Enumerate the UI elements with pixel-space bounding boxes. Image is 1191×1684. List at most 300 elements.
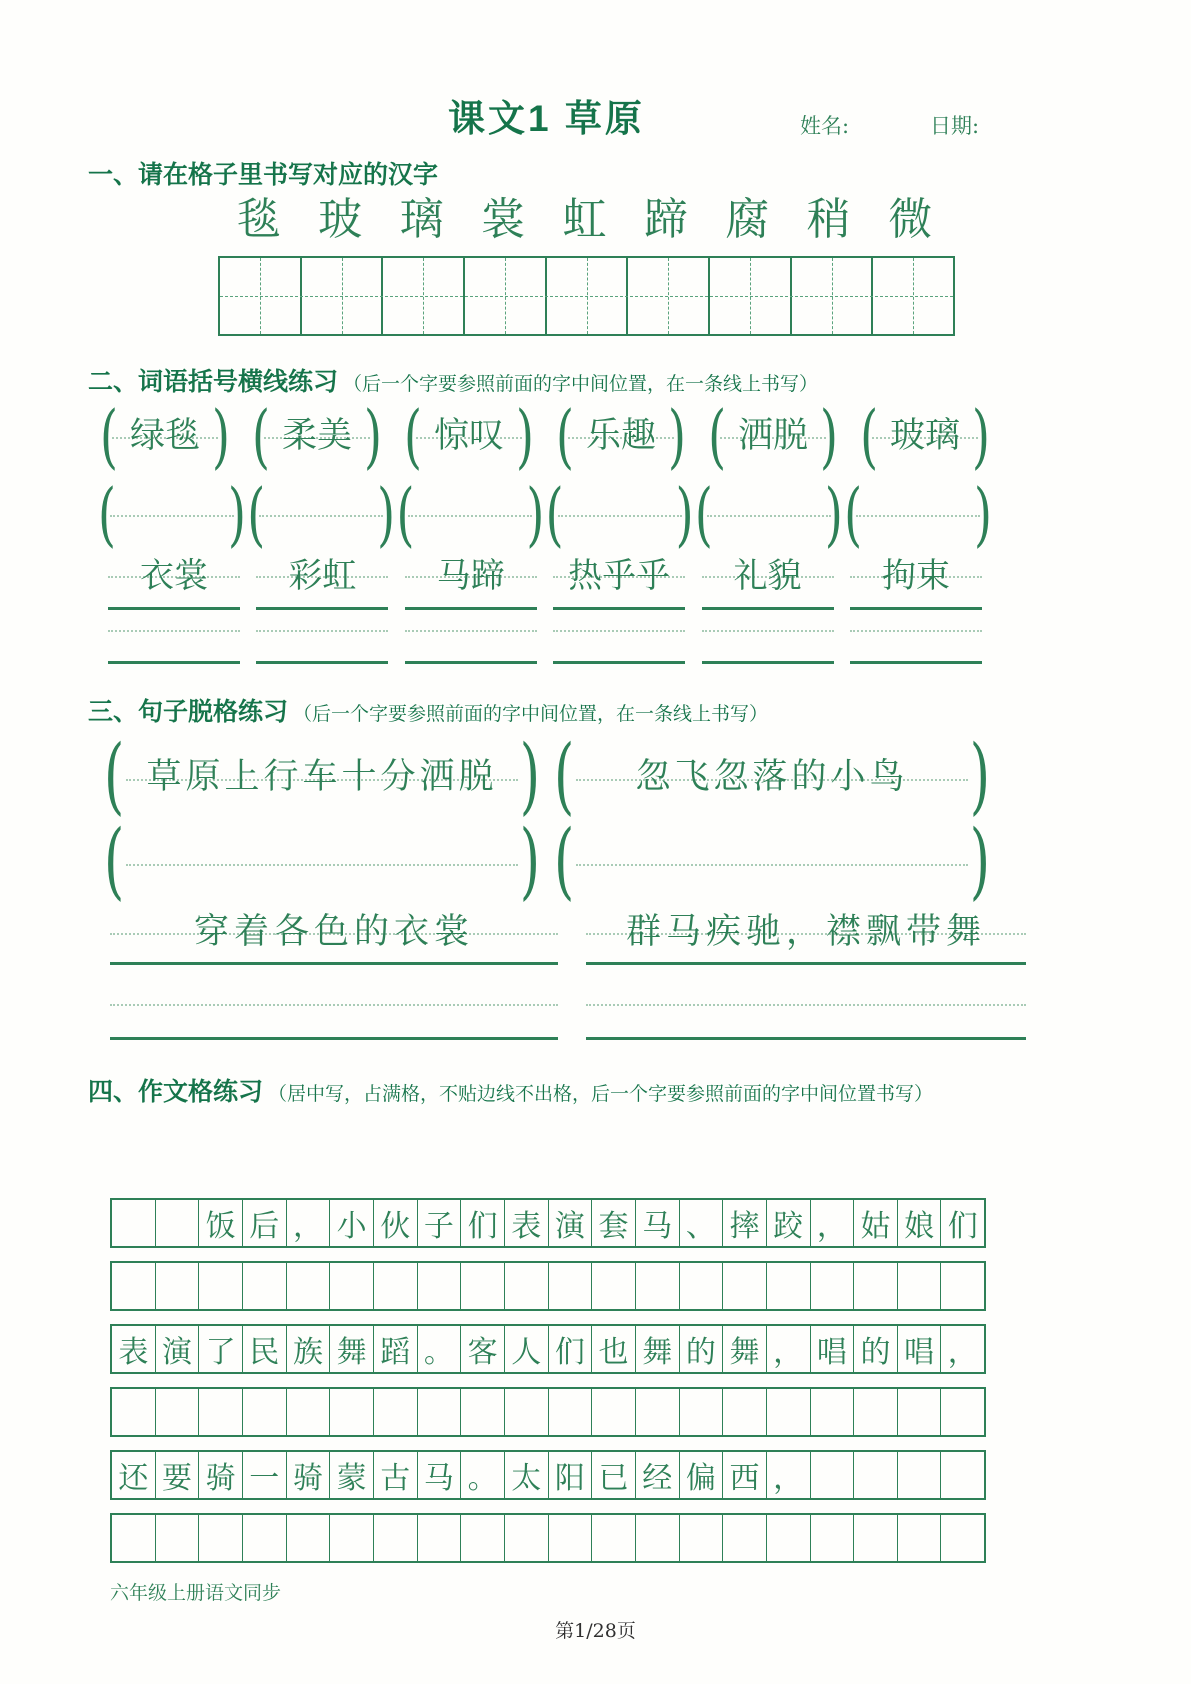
line-word: 衣裳 — [140, 556, 208, 596]
open-paren-icon: ( — [404, 395, 422, 477]
composition-cell[interactable] — [155, 1200, 199, 1246]
open-paren-icon: ( — [104, 814, 125, 910]
composition-cell[interactable] — [548, 1389, 592, 1435]
composition-character: ， — [292, 1209, 323, 1244]
composition-row — [110, 1198, 986, 1248]
word-practice-line[interactable] — [553, 630, 685, 664]
composition-cell[interactable] — [373, 1200, 417, 1246]
composition-cell[interactable] — [810, 1452, 854, 1498]
composition-cell[interactable] — [329, 1326, 373, 1372]
composition-cell[interactable] — [679, 1263, 723, 1309]
composition-cell[interactable] — [155, 1452, 199, 1498]
composition-character: 古 — [380, 1461, 411, 1496]
composition-cell[interactable] — [766, 1326, 810, 1372]
composition-cell[interactable] — [286, 1515, 330, 1561]
section4-heading-text: 四、作文格练习 — [88, 1078, 264, 1106]
composition-character: 蹈 — [380, 1335, 411, 1370]
composition-cell[interactable] — [635, 1200, 679, 1246]
model-character: 璃 — [399, 194, 444, 245]
composition-cell[interactable] — [198, 1200, 242, 1246]
sentence-line-item — [110, 905, 558, 965]
composition-cell[interactable] — [853, 1263, 897, 1309]
close-paren-icon: ) — [515, 395, 534, 477]
sentence-paren-group-content: 草原上行车十分洒脱 — [124, 739, 519, 815]
word-paren-group — [404, 395, 534, 477]
close-paren-icon: ) — [519, 729, 540, 825]
composition-character: 伙 — [380, 1209, 411, 1244]
sentence-paren-group-content: 忽飞忽落的小鸟 — [574, 739, 969, 815]
composition-character: 小 — [336, 1209, 367, 1244]
composition-character: 要 — [161, 1461, 192, 1496]
composition-cell[interactable] — [373, 1515, 417, 1561]
composition-character: 已 — [598, 1461, 629, 1496]
composition-cell[interactable] — [810, 1326, 854, 1372]
composition-cell[interactable] — [417, 1452, 461, 1498]
composition-character: 骑 — [292, 1461, 323, 1496]
close-paren-icon: ) — [211, 395, 230, 477]
composition-cell[interactable] — [897, 1326, 941, 1372]
close-paren-icon: ) — [974, 473, 992, 555]
composition-character: ， — [947, 1335, 978, 1370]
section1-heading-text: 一、请在格子里书写对应的汉字 — [88, 161, 439, 189]
section2-heading-note: （后一个字要参照前面的字中间位置，在一条线上书写） — [343, 373, 819, 395]
composition-cell[interactable] — [679, 1389, 723, 1435]
composition-cell[interactable] — [548, 1515, 592, 1561]
composition-cell[interactable] — [940, 1515, 984, 1561]
composition-cell[interactable] — [198, 1452, 242, 1498]
word-paren-group — [860, 395, 990, 477]
composition-cell[interactable] — [548, 1200, 592, 1246]
composition-cell[interactable] — [504, 1263, 548, 1309]
composition-cell[interactable] — [198, 1326, 242, 1372]
composition-character: 、 — [685, 1209, 716, 1244]
composition-character: 们 — [467, 1209, 498, 1244]
composition-character: 娘 — [904, 1209, 935, 1244]
composition-character: 骑 — [205, 1461, 236, 1496]
composition-cell[interactable] — [548, 1452, 592, 1498]
composition-cell[interactable] — [329, 1452, 373, 1498]
word-paren-group-content: 玻璃 — [878, 401, 972, 471]
composition-cell[interactable] — [417, 1200, 461, 1246]
composition-character: 马 — [642, 1209, 673, 1244]
composition-character: 饭 — [205, 1209, 236, 1244]
composition-cell[interactable] — [242, 1515, 286, 1561]
composition-cell[interactable] — [853, 1515, 897, 1561]
model-character: 稍 — [806, 194, 851, 245]
composition-character: 马 — [423, 1461, 454, 1496]
composition-cell[interactable] — [112, 1326, 155, 1372]
composition-cell[interactable] — [417, 1326, 461, 1372]
composition-cell[interactable] — [504, 1515, 548, 1561]
composition-cell[interactable] — [722, 1263, 766, 1309]
composition-character: 们 — [554, 1335, 585, 1370]
composition-cell[interactable] — [591, 1263, 635, 1309]
composition-cell[interactable] — [591, 1200, 635, 1246]
empty-word-paren-group-content[interactable] — [862, 479, 974, 549]
composition-cell[interactable] — [329, 1200, 373, 1246]
word-paren-group — [100, 395, 230, 477]
close-paren-icon: ) — [526, 473, 545, 555]
word-practice-line[interactable] — [256, 630, 388, 664]
close-paren-icon: ) — [377, 473, 396, 555]
composition-character: 人 — [511, 1335, 542, 1370]
composition-cell[interactable] — [329, 1515, 373, 1561]
close-paren-icon: ) — [969, 729, 990, 825]
composition-cell[interactable] — [460, 1452, 504, 1498]
line-sentence: 穿着各色的衣裳 — [193, 912, 474, 952]
date-label: 日期: — [930, 114, 980, 138]
composition-cell[interactable] — [548, 1326, 592, 1372]
empty-word-paren-group — [545, 473, 694, 555]
sentence-practice-line[interactable] — [110, 1004, 558, 1040]
close-paren-icon: ) — [820, 395, 838, 477]
composition-character: 。 — [423, 1335, 454, 1370]
composition-row — [110, 1324, 986, 1374]
composition-character: 唱 — [816, 1335, 847, 1370]
composition-cell[interactable] — [853, 1200, 897, 1246]
word-paren-row-empty — [98, 473, 992, 555]
composition-cell[interactable] — [679, 1200, 723, 1246]
composition-cell[interactable] — [198, 1515, 242, 1561]
composition-cell[interactable] — [417, 1389, 461, 1435]
sentence-paren-row-empty — [104, 814, 990, 910]
composition-cell[interactable] — [897, 1452, 941, 1498]
composition-cell[interactable] — [373, 1326, 417, 1372]
open-paren-icon: ( — [694, 473, 713, 555]
composition-cell[interactable] — [897, 1515, 941, 1561]
composition-cell[interactable] — [373, 1452, 417, 1498]
composition-row — [110, 1513, 986, 1563]
composition-cell[interactable] — [591, 1452, 635, 1498]
composition-cell[interactable] — [897, 1389, 941, 1435]
composition-cell[interactable] — [766, 1263, 810, 1309]
close-paren-icon: ) — [972, 395, 990, 477]
composition-cell[interactable] — [242, 1452, 286, 1498]
composition-cell[interactable] — [460, 1326, 504, 1372]
composition-cell[interactable] — [897, 1263, 941, 1309]
composition-cell[interactable] — [460, 1263, 504, 1309]
sentence-practice-row — [110, 1004, 1026, 1040]
composition-character: 也 — [598, 1335, 629, 1370]
close-paren-icon: ) — [363, 395, 382, 477]
composition-cell[interactable] — [504, 1389, 548, 1435]
composition-cell[interactable] — [548, 1263, 592, 1309]
section2-heading-text: 二、词语括号横线练习 — [88, 368, 339, 396]
composition-cell[interactable] — [242, 1200, 286, 1246]
composition-cell[interactable] — [460, 1515, 504, 1561]
page-title: 课文1 草原 — [448, 98, 645, 139]
composition-character: 摔 — [729, 1209, 760, 1244]
composition-cell[interactable] — [766, 1515, 810, 1561]
composition-cell[interactable] — [286, 1263, 330, 1309]
word-practice-row — [108, 630, 982, 664]
word-paren-group-content: 柔美 — [270, 401, 364, 471]
word-line-item — [553, 550, 685, 610]
close-paren-icon: ) — [227, 473, 246, 555]
word-paren-group-content: 洒脱 — [726, 401, 820, 471]
empty-word-paren-group — [844, 473, 992, 555]
empty-word-paren-group-content[interactable] — [265, 479, 377, 549]
composition-cell[interactable] — [810, 1515, 854, 1561]
section3-heading-note: （后一个字要参照前面的字中间位置，在一条线上书写） — [293, 703, 769, 725]
composition-character: 还 — [118, 1461, 149, 1496]
composition-character: 演 — [161, 1335, 192, 1370]
sentence-line-item — [586, 905, 1026, 965]
composition-cell[interactable] — [155, 1326, 199, 1372]
sentence-paren-group — [104, 729, 540, 825]
empty-word-paren-group — [396, 473, 545, 555]
model-character: 腐 — [725, 194, 770, 245]
word-paren-group — [252, 395, 382, 477]
composition-cell[interactable] — [373, 1263, 417, 1309]
composition-cell[interactable] — [198, 1389, 242, 1435]
composition-character: 的 — [685, 1335, 716, 1370]
sentence-practice-line[interactable] — [586, 1004, 1026, 1040]
composition-cell[interactable] — [722, 1515, 766, 1561]
empty-sentence-paren-group — [104, 814, 540, 910]
empty-word-paren-group-content[interactable] — [564, 479, 676, 549]
composition-cell[interactable] — [940, 1389, 984, 1435]
composition-character: 舞 — [336, 1335, 367, 1370]
composition-character: 子 — [423, 1209, 454, 1244]
composition-character: 一 — [249, 1461, 280, 1496]
composition-cell[interactable] — [810, 1263, 854, 1309]
empty-sentence-paren-group-content[interactable] — [124, 824, 519, 900]
word-paren-group-content: 惊叹 — [422, 401, 516, 471]
empty-word-paren-group-content[interactable] — [414, 479, 526, 549]
empty-word-paren-group — [247, 473, 396, 555]
composition-cell[interactable] — [112, 1263, 155, 1309]
composition-character: 太 — [511, 1461, 542, 1496]
composition-cell[interactable] — [460, 1389, 504, 1435]
composition-cell[interactable] — [722, 1326, 766, 1372]
open-paren-icon: ( — [545, 473, 564, 555]
word-line-row — [108, 550, 982, 610]
composition-cell[interactable] — [635, 1326, 679, 1372]
composition-cell[interactable] — [242, 1389, 286, 1435]
composition-cell[interactable] — [155, 1515, 199, 1561]
footer-series-label: 六年级上册语文同步 — [110, 1582, 282, 1604]
composition-cell[interactable] — [766, 1452, 810, 1498]
composition-cell[interactable] — [635, 1515, 679, 1561]
model-character: 玻 — [318, 194, 363, 245]
composition-character: 演 — [554, 1209, 585, 1244]
footer-page-number: 第1/28页 — [555, 1620, 636, 1642]
composition-cell[interactable] — [286, 1452, 330, 1498]
sentence-paren-row-filled — [104, 729, 990, 825]
composition-cell[interactable] — [242, 1263, 286, 1309]
composition-cell[interactable] — [286, 1326, 330, 1372]
composition-cell[interactable] — [112, 1515, 155, 1561]
composition-cell[interactable] — [286, 1200, 330, 1246]
word-paren-group — [556, 395, 686, 477]
word-practice-line[interactable] — [850, 630, 982, 664]
open-paren-icon: ( — [556, 395, 574, 477]
close-paren-icon: ) — [675, 473, 694, 555]
composition-cell[interactable] — [198, 1263, 242, 1309]
word-line-item — [405, 550, 537, 610]
composition-character: ， — [816, 1209, 847, 1244]
open-paren-icon: ( — [104, 729, 125, 825]
composition-cell[interactable] — [722, 1452, 766, 1498]
composition-cell[interactable] — [897, 1200, 941, 1246]
composition-cell[interactable] — [112, 1452, 155, 1498]
close-paren-icon: ) — [824, 473, 843, 555]
word-paren-group-content: 绿毯 — [118, 401, 212, 471]
composition-cell[interactable] — [155, 1263, 199, 1309]
composition-cell[interactable] — [853, 1389, 897, 1435]
composition-character: 姑 — [860, 1209, 891, 1244]
composition-cell[interactable] — [940, 1200, 984, 1246]
composition-character: 蒙 — [336, 1461, 367, 1496]
composition-cell[interactable] — [112, 1200, 155, 1246]
line-word: 拘束 — [881, 556, 950, 596]
word-line-item — [702, 550, 834, 610]
composition-cell[interactable] — [766, 1389, 810, 1435]
composition-character: 经 — [642, 1461, 673, 1496]
word-line-item — [108, 550, 240, 610]
open-paren-icon: ( — [98, 473, 116, 555]
composition-character: 偏 — [685, 1461, 716, 1496]
composition-cell[interactable] — [635, 1452, 679, 1498]
composition-cell[interactable] — [460, 1200, 504, 1246]
composition-character: 表 — [511, 1209, 542, 1244]
composition-cell[interactable] — [504, 1452, 548, 1498]
word-paren-group — [708, 395, 838, 477]
open-paren-icon: ( — [844, 473, 863, 555]
composition-character: 族 — [292, 1335, 323, 1370]
empty-word-paren-group-content[interactable] — [713, 479, 825, 549]
open-paren-icon: ( — [247, 473, 266, 555]
character-row — [218, 190, 951, 250]
composition-character: ， — [773, 1461, 804, 1496]
composition-character: 了 — [205, 1335, 236, 1370]
composition-cell[interactable] — [722, 1200, 766, 1246]
composition-cell[interactable] — [810, 1389, 854, 1435]
composition-cell[interactable] — [417, 1263, 461, 1309]
open-paren-icon: ( — [554, 814, 575, 910]
composition-cell[interactable] — [679, 1326, 723, 1372]
composition-cell[interactable] — [155, 1389, 199, 1435]
composition-character: 后 — [249, 1209, 280, 1244]
composition-cell[interactable] — [329, 1389, 373, 1435]
composition-character: 客 — [467, 1335, 498, 1370]
composition-cell[interactable] — [242, 1326, 286, 1372]
empty-word-paren-group — [98, 473, 246, 555]
composition-character: 的 — [860, 1335, 891, 1370]
close-paren-icon: ) — [519, 814, 540, 910]
open-paren-icon: ( — [708, 395, 727, 477]
section1-heading — [88, 155, 438, 191]
composition-cell[interactable] — [504, 1326, 548, 1372]
open-paren-icon: ( — [396, 473, 415, 555]
model-character: 裳 — [481, 194, 526, 245]
word-paren-group-content: 乐趣 — [574, 401, 668, 471]
composition-character: 舞 — [642, 1335, 673, 1370]
empty-sentence-paren-group — [554, 814, 990, 910]
line-word: 彩虹 — [288, 556, 357, 596]
composition-cell[interactable] — [679, 1452, 723, 1498]
character-writing-grid — [218, 256, 955, 336]
composition-cell[interactable] — [853, 1326, 897, 1372]
composition-cell[interactable] — [591, 1515, 635, 1561]
close-paren-icon: ) — [668, 395, 686, 477]
word-practice-line[interactable] — [108, 630, 240, 664]
model-character: 毯 — [236, 194, 281, 245]
composition-character: 套 — [598, 1209, 629, 1244]
composition-cell[interactable] — [940, 1326, 984, 1372]
section4-heading-note: （居中写，占满格，不贴边线不出格，后一个字要参照前面的字中间位置书写） — [268, 1083, 934, 1105]
open-paren-icon: ( — [100, 395, 118, 477]
composition-grid — [110, 1198, 986, 1576]
line-word: 礼貌 — [733, 556, 802, 596]
composition-cell[interactable] — [766, 1200, 810, 1246]
model-character: 虹 — [562, 194, 607, 245]
open-paren-icon: ( — [860, 395, 879, 477]
composition-cell[interactable] — [591, 1389, 635, 1435]
composition-character: 阳 — [554, 1461, 585, 1496]
composition-cell[interactable] — [591, 1326, 635, 1372]
composition-cell[interactable] — [810, 1200, 854, 1246]
sentence-line-row — [110, 905, 1026, 965]
empty-word-paren-group-content[interactable] — [116, 479, 228, 549]
composition-row — [110, 1450, 986, 1500]
close-paren-icon: ) — [969, 814, 990, 910]
section3-heading — [88, 692, 768, 728]
composition-character: 舞 — [729, 1335, 760, 1370]
composition-cell[interactable] — [940, 1452, 984, 1498]
section4-heading — [88, 1072, 933, 1108]
composition-cell[interactable] — [722, 1389, 766, 1435]
word-paren-row-filled — [100, 395, 990, 477]
word-line-item — [256, 550, 388, 610]
composition-character: 。 — [467, 1461, 498, 1496]
composition-character: 西 — [729, 1461, 760, 1496]
model-character: 蹄 — [643, 194, 688, 245]
composition-character: ， — [773, 1335, 804, 1370]
composition-cell[interactable] — [853, 1452, 897, 1498]
open-paren-icon: ( — [252, 395, 270, 477]
composition-row — [110, 1387, 986, 1437]
sentence-paren-group — [554, 729, 990, 825]
composition-cell[interactable] — [940, 1263, 984, 1309]
composition-character: 们 — [947, 1209, 978, 1244]
composition-character: 表 — [118, 1335, 149, 1370]
composition-character: 跤 — [773, 1209, 804, 1244]
model-character: 微 — [888, 194, 933, 245]
composition-cell[interactable] — [329, 1263, 373, 1309]
empty-sentence-paren-group-content[interactable] — [574, 824, 969, 900]
line-word: 热乎乎 — [568, 556, 671, 596]
word-practice-line[interactable] — [702, 630, 834, 664]
composition-cell[interactable] — [635, 1263, 679, 1309]
composition-cell[interactable] — [286, 1389, 330, 1435]
composition-cell[interactable] — [373, 1389, 417, 1435]
word-line-item — [850, 550, 982, 610]
empty-word-paren-group — [694, 473, 843, 555]
composition-cell[interactable] — [679, 1515, 723, 1561]
composition-cell[interactable] — [504, 1200, 548, 1246]
section3-heading-text: 三、句子脱格练习 — [88, 698, 289, 726]
composition-cell[interactable] — [635, 1389, 679, 1435]
composition-cell[interactable] — [112, 1389, 155, 1435]
composition-cell[interactable] — [417, 1515, 461, 1561]
line-word: 马蹄 — [436, 556, 505, 596]
word-practice-line[interactable] — [405, 630, 537, 664]
open-paren-icon: ( — [554, 729, 575, 825]
composition-row — [110, 1261, 986, 1311]
composition-character: 民 — [249, 1335, 280, 1370]
